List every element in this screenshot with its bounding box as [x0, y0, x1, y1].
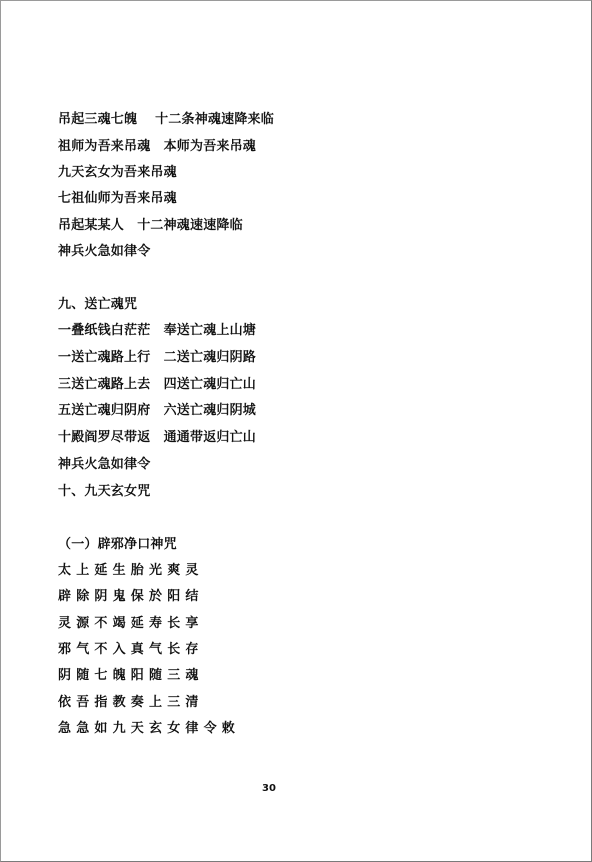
text-line: 祖师为吾来吊魂 本师为吾来吊魂: [58, 139, 257, 154]
verse-line: 急急如九天玄女律令敕: [58, 721, 241, 736]
text-line: 一叠纸钱白茫茫 奉送亡魂上山塘: [58, 323, 257, 338]
verse-line: 灵源不竭延寿长享: [58, 616, 204, 631]
section-heading: 十、九天玄女咒: [58, 484, 151, 499]
verse-line: 太上延生胎光爽灵: [58, 563, 204, 578]
text-line: 神兵火急如律令: [58, 244, 151, 259]
verse-line: 依吾指教奏上三清: [58, 695, 204, 710]
text-line: 一送亡魂路上行 二送亡魂归阴路: [58, 350, 257, 365]
text-line: 五送亡魂归阴府 六送亡魂归阴城: [58, 403, 257, 418]
text-line: 九天玄女为吾来吊魂: [58, 165, 177, 180]
text-line: 吊起某某人 十二神魂速速降临: [58, 218, 243, 233]
text-line: 神兵火急如律令: [58, 457, 151, 472]
sub-heading: （一）辟邪净口神咒: [58, 537, 177, 552]
text-line: 十殿阎罗尽带返 通通带返归亡山: [58, 430, 257, 445]
verse-line: 辟除阴鬼保於阳结: [58, 589, 204, 604]
verse-line: 邪气不入真气长存: [58, 642, 204, 657]
verse-line: 阴随七魄阳随三魂: [58, 668, 204, 683]
text-line: 七祖仙师为吾来吊魂: [58, 191, 177, 206]
text-line: 三送亡魂路上去 四送亡魂归亡山: [58, 377, 257, 392]
section-heading: 九、送亡魂咒: [58, 297, 138, 312]
page-number: 30: [262, 783, 276, 794]
text-line: 吊起三魂七魄 十二条神魂速降来临: [58, 112, 274, 127]
